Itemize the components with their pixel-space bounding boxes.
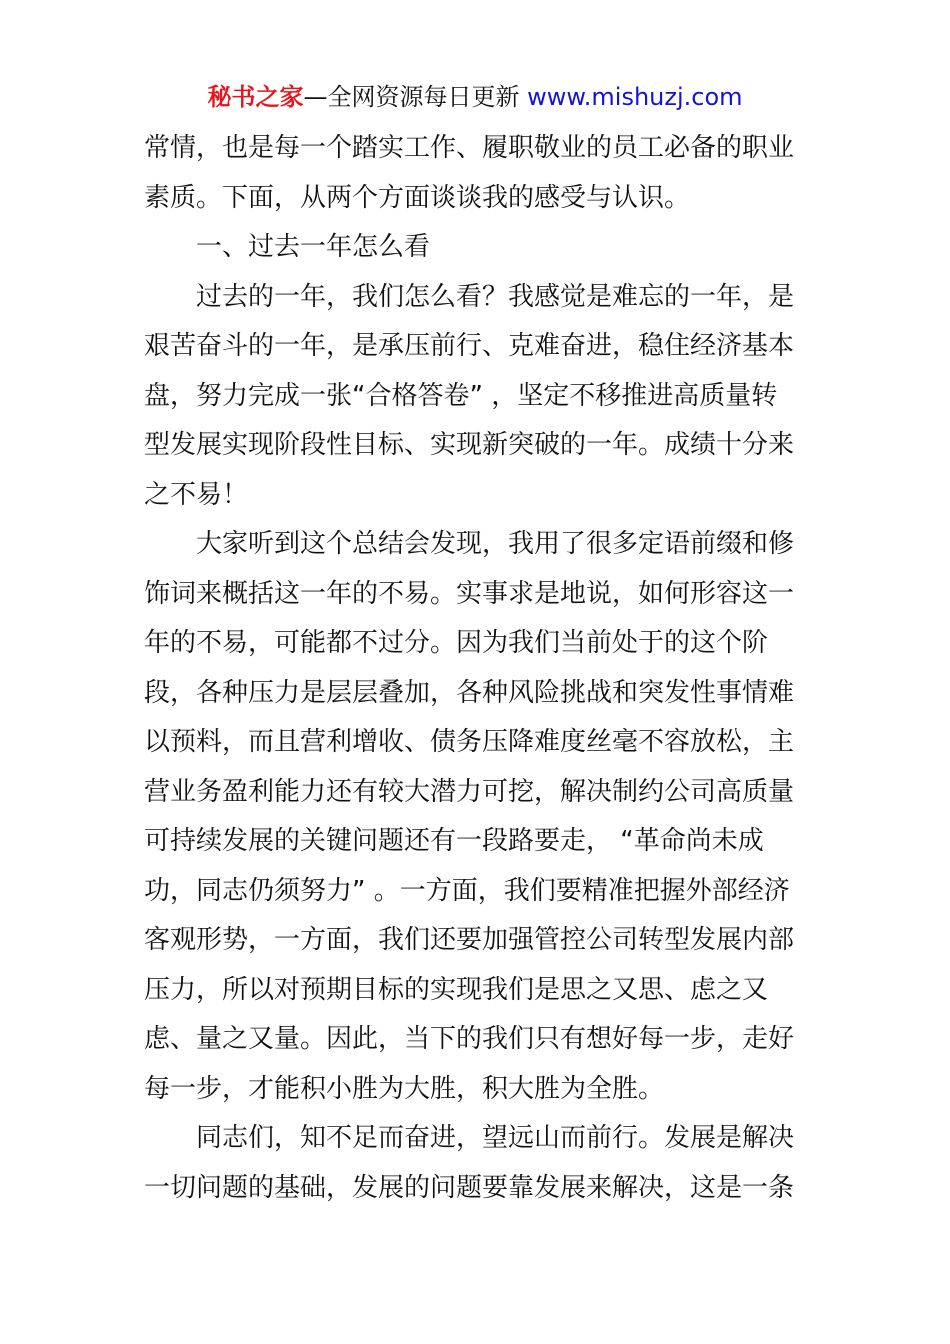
text-line: 以预料，而且营利增收、债务压降难度丝毫不容放松，主 — [144, 727, 795, 757]
text-line: 常情，也是每一个踏实工作、履职敬业的员工必备的职业 — [144, 133, 795, 163]
text-line: 艰苦奋斗的一年，是承压前行、克难奋进，稳住经济基本 — [144, 331, 795, 361]
header-tagline: —全网资源每日更新 — [303, 83, 528, 111]
text-line: 同志们，知不足而奋进，望远山而前行。发展是解决 — [196, 1123, 795, 1153]
site-url-link[interactable]: www.mishuzj.com — [527, 83, 743, 111]
text-line: 素质。下面，从两个方面谈谈我的感受与认识。 — [144, 182, 691, 213]
section-heading: 一、过去一年怎么看 — [196, 232, 431, 262]
text-line: 功，同志仍须努力” 。一方面，我们要精准把握外部经济 — [144, 875, 790, 906]
text-line: 营业务盈利能力还有较大潜力可挖，解决制约公司高质量 — [144, 776, 795, 807]
text-line: 大家听到这个总结会发现，我用了很多定语前缀和修 — [196, 529, 795, 559]
text-line: 虑、量之又量。因此，当下的我们只有想好每一步，走好 — [144, 1024, 795, 1054]
text-line: 过去的一年，我们怎么看？我感觉是难忘的一年，是 — [196, 281, 795, 312]
document-body — [144, 124, 808, 1213]
text-line: 段，各种压力是层层叠加，各种风险挑战和突发性事情难 — [144, 677, 795, 708]
text-line: 客观形势，一方面，我们还要加强管控公司转型发展内部 — [144, 925, 795, 955]
page-header — [0, 80, 950, 114]
text-line: 一切问题的基础，发展的问题要靠发展来解决，这是一条 — [144, 1172, 795, 1203]
brand-name: 秘书之家 — [207, 83, 304, 111]
text-line: 饰词来概括这一年的不易。实事求是地说，如何形容这一 — [144, 578, 795, 609]
text-line: 压力，所以对预期目标的实现我们是思之又思、虑之又 — [144, 974, 769, 1005]
text-line: 年的不易，可能都不过分。因为我们当前处于的这个阶 — [144, 628, 769, 658]
text-line: 可持续发展的关键问题还有一段路要走， “革命尚未成 — [144, 826, 764, 856]
text-line: 每一步，才能积小胜为大胜，积大胜为全胜。 — [144, 1073, 665, 1104]
text-line: 盘，努力完成一张“合格答卷” ，坚定不移推进高质量转 — [144, 380, 778, 411]
text-line: 型发展实现阶段性目标、实现新突破的一年。成绩十分来 — [144, 430, 795, 460]
text-line: 之不易！ — [144, 479, 249, 510]
